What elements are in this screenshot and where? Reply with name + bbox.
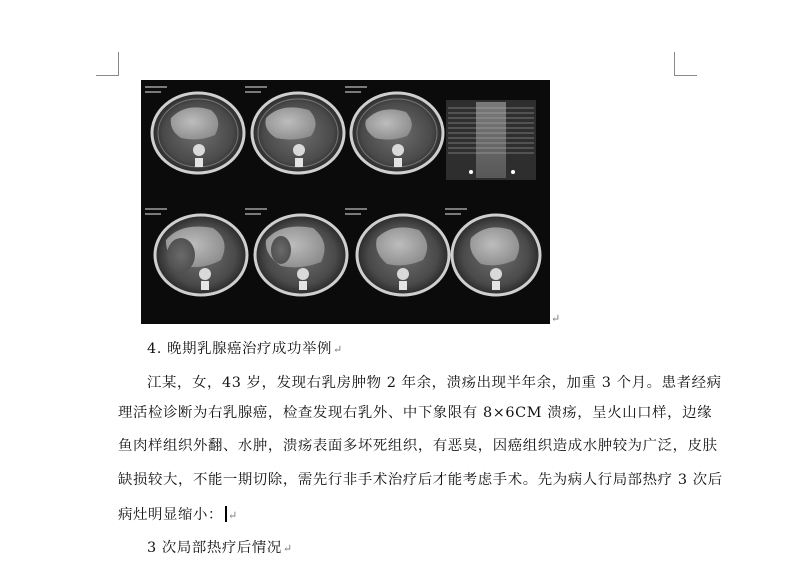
paragraph-mark: ↵ (227, 509, 238, 522)
ct-slice-7 (357, 215, 449, 295)
ct-slice-1 (152, 93, 244, 173)
paragraph-line-5-text: 病灶明显缩小： (118, 507, 223, 523)
paragraph-line-3-text: 鱼肉样组织外翻、水肿，溃疡表面多坏死组织，有恶臭，因癌组织造成水肿较为广泛，皮肤 (118, 438, 718, 454)
paragraph-line-5[interactable] (118, 505, 238, 526)
caption-paragraph-mark: ↵ (282, 542, 293, 555)
after-treatment-caption-text: 3 次局部热疗后情况 (147, 540, 282, 556)
text-cursor (225, 506, 227, 522)
ct-slice-8 (452, 215, 540, 295)
after-treatment-caption[interactable] (147, 538, 293, 559)
paragraph-line-1-text: 江某，女，43 岁，发现右乳房肿物 2 年余，溃疡出现半年余，加重 3 个月。患者经病 (147, 375, 722, 391)
paragraph-line-2-text: 理活检诊断为右乳腺癌，检查发现右乳外、中下象限有 8×6CM 溃疡，呈火山口样，边缘 (118, 405, 713, 421)
paragraph-line-3[interactable] (118, 436, 718, 456)
image-paragraph-mark: ↵ (551, 312, 561, 325)
ct-scout-view (446, 100, 536, 180)
ct-scan-image[interactable] (141, 80, 550, 324)
ct-slice-2 (252, 93, 344, 173)
section-heading[interactable] (147, 339, 343, 360)
section-heading-text: 4. 晚期乳腺癌治疗成功举例 (147, 341, 333, 357)
heading-paragraph-mark: ↵ (333, 343, 343, 356)
paragraph-line-4-text: 缺损较大，不能一期切除，需先行非手术治疗后才能考虑手术。先为病人行局部热疗 3 次后 (118, 472, 723, 488)
ct-slice-6 (255, 215, 347, 295)
ct-slice-5 (155, 215, 247, 295)
paragraph-line-1[interactable] (147, 373, 722, 393)
ct-slice-3 (351, 93, 443, 173)
paragraph-line-4[interactable] (118, 470, 723, 490)
paragraph-line-2[interactable] (118, 403, 712, 423)
